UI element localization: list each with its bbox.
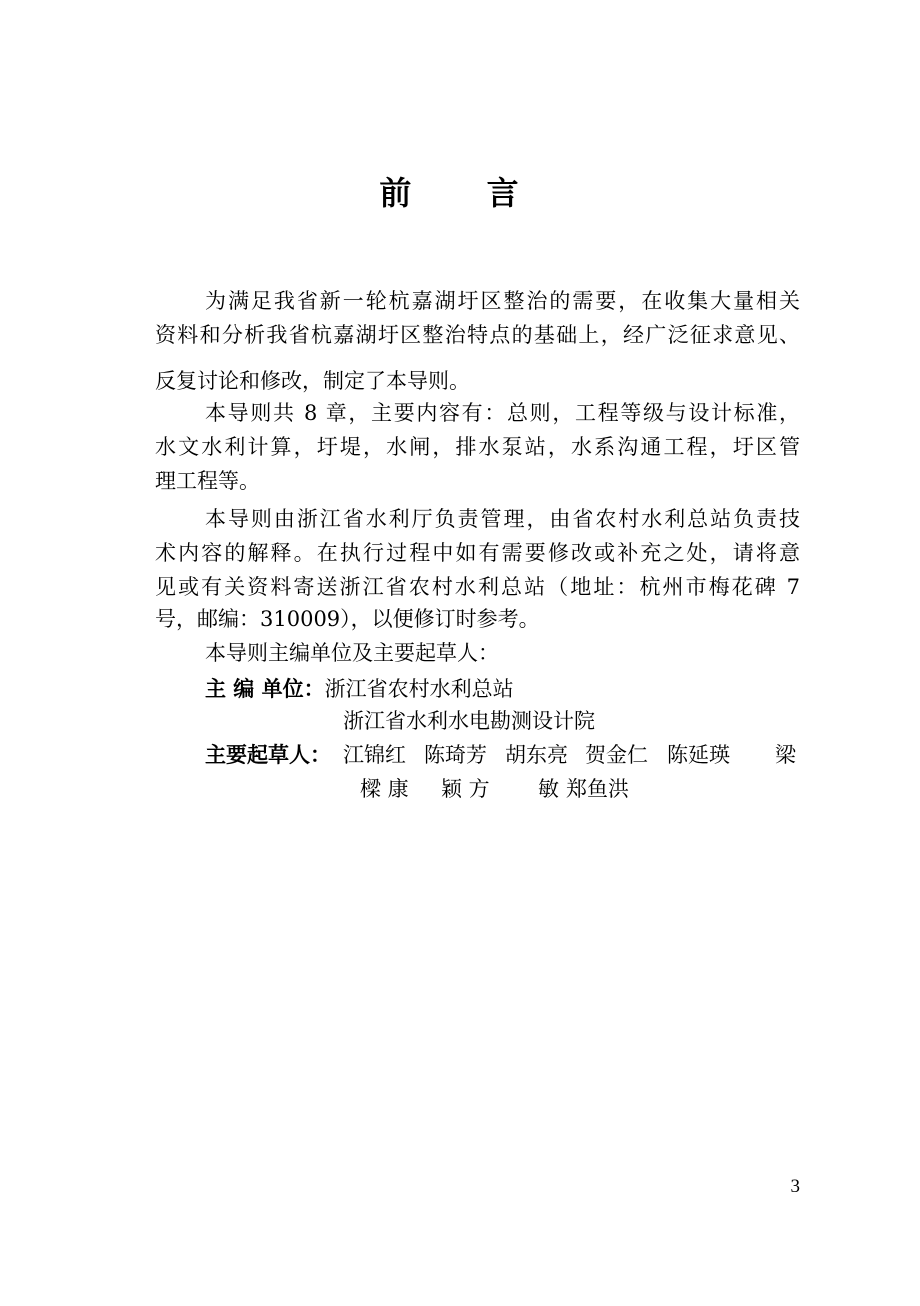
drafter-name: 江锦红 xyxy=(343,743,406,767)
paragraph-1-line-1: 为满足我省新一轮杭嘉湖圩区整治的需要，在收集大量相关 xyxy=(205,289,800,313)
drafters-row-1 xyxy=(205,738,805,772)
drafter-name: 梁 xyxy=(775,743,796,767)
drafters-label: 主要起草人： xyxy=(205,743,331,767)
drafter-name: 樑 康 xyxy=(360,777,409,801)
drafters-row-2 xyxy=(205,772,805,806)
editor-unit-1: 浙江省农村水利总站 xyxy=(324,677,514,701)
paragraph-1-line-2: 资料和分析我省杭嘉湖圩区整治特点的基础上，经广泛征求意见、 xyxy=(155,323,800,347)
paragraph-3-line-1: 本导则由浙江省水利厅负责管理，由省农村水利总站负责技 xyxy=(205,507,800,531)
paragraph-2-line-2: 水文水利计算，圩堤，水闸，排水泵站，水系沟通工程，圩区管 xyxy=(155,435,800,459)
paragraph-3-line-3: 见或有关资料寄送浙江省农村水利总站（地址：杭州市梅花碑 7 xyxy=(155,575,800,599)
editor-unit-2: 浙江省水利水电勘测设计院 xyxy=(343,709,595,733)
paragraph-3-line-2: 术内容的解释。在执行过程中如有需要修改或补充之处，请将意 xyxy=(155,541,800,565)
editor-units-label: 主 编 单位： xyxy=(205,677,325,701)
drafter-name: 贺金仁 xyxy=(585,743,648,767)
paragraph-1-line-3: 反复讨论和修改，制定了本导则。 xyxy=(155,369,470,393)
paragraph-2-line-1: 本导则共 8 章，主要内容有：总则，工程等级与设计标准， xyxy=(205,401,800,425)
drafter-name: 敏 xyxy=(538,777,559,801)
drafter-name: 陈延瑛 xyxy=(667,743,730,767)
paragraph-2-line-3: 理工程等。 xyxy=(155,469,260,493)
page-number: 3 xyxy=(790,1176,800,1197)
drafter-name: 陈琦芳 xyxy=(424,743,487,767)
drafter-name: 郑鱼洪 xyxy=(566,777,629,801)
drafter-name: 颖 方 xyxy=(441,777,490,801)
drafter-name: 胡东亮 xyxy=(505,743,568,767)
page-title: 前 言 xyxy=(379,174,551,212)
editor-units-row-1 xyxy=(205,672,800,706)
paragraph-3-line-4: 号，邮编：310009），以便修订时参考。 xyxy=(155,607,540,631)
paragraph-4-line-1: 本导则主编单位及主要起草人： xyxy=(205,641,499,665)
